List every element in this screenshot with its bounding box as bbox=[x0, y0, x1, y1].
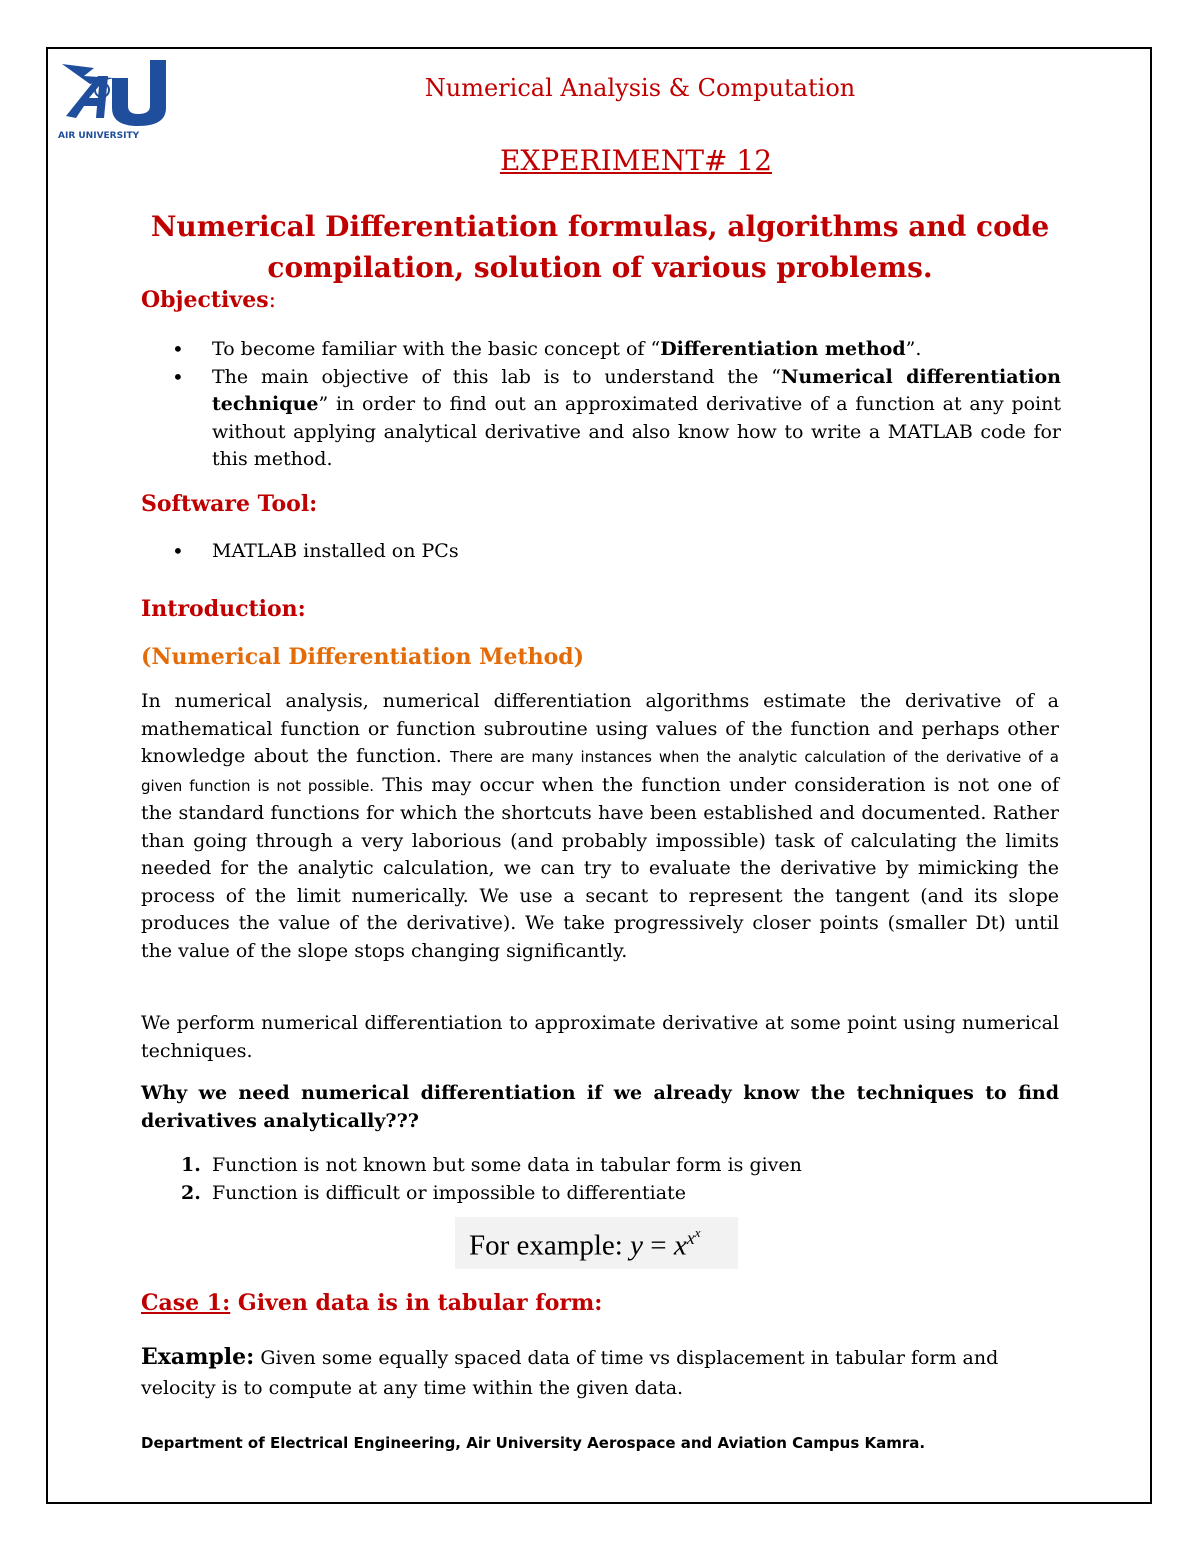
introduction-paragraph: In numerical analysis, numerical differentiation algorithms estimate the derivative of a mathematical function or function subroutine using values of the function and perhaps other knowledge about the function. There are many instances when the analytic calculation of the derivative of a given function is not possible. This may occur when the function under consideration is not one of the standard functions for which the shortcuts have been established and documented. Rather than going through a very laborious (and probably impossible) task of calculating the limits needed for the analytic calculation, we can try to evaluate the derivative by mimicking the process of the limit numerically. We use a secant to represent the tangent (and its slope produces the value of the derivative). We take progressively closer points (smaller Dt) until the value of the slope stops changing significantly. bbox=[141, 690, 1059, 962]
software-heading: Software Tool: bbox=[141, 491, 318, 517]
introduction-heading: Introduction: bbox=[141, 596, 306, 622]
example-equation-box: For example: $y = x^{x^x}$ bbox=[455, 1217, 738, 1269]
software-item: • MATLAB installed on PCs bbox=[141, 538, 1061, 566]
logo-text: AIR UNIVERSITY bbox=[58, 131, 140, 141]
reason-item: 1. Function is not known but some data in tabular form is given bbox=[181, 1154, 802, 1176]
case1-heading: Case 1: Given data is in tabular form: bbox=[141, 1290, 603, 1316]
case1-example: Example: Given some equally spaced data of time vs displacement in tabular form and velocity is to compute at any time within the given data. bbox=[141, 1344, 999, 1399]
reasons-list bbox=[141, 1151, 1061, 1207]
footer-department: Department of Electrical Engineering, Air University Aerospace and Aviation Campus Kamra. bbox=[141, 1434, 926, 1452]
objective-item: • To become familiar with the basic concept of “Differentiation method”. bbox=[141, 336, 1061, 364]
reason-item: 2. Function is difficult or impossible to differentiate bbox=[181, 1182, 686, 1204]
objectives-heading: Objectives: bbox=[141, 287, 277, 313]
purpose-paragraph: We perform numerical differentiation to approximate derivative at some point using numerical techniques. bbox=[141, 1012, 1059, 1062]
objectives-list bbox=[141, 336, 1061, 474]
software-list bbox=[141, 538, 1061, 566]
introduction-subheading: (Numerical Differentiation Method) bbox=[141, 644, 585, 670]
example-label: For example: bbox=[469, 1229, 623, 1262]
why-question: Why we need numerical differentiation if we already know the techniques to find derivatives analytically??? bbox=[141, 1082, 1059, 1132]
experiment-number: EXPERIMENT# 12 bbox=[499, 144, 773, 177]
objective-item: • The main objective of this lab is to understand the “Numerical differentiation technique” in order to find out an approximated derivative of a function at any point without applying analytical derivative and also know how to write a MATLAB code for this method. bbox=[141, 364, 1061, 474]
course-title: Numerical Analysis & Computation bbox=[424, 74, 856, 102]
main-title: Numerical Differentiation formulas, algorithms and code compilation, solution of various problems. bbox=[150, 210, 1050, 284]
